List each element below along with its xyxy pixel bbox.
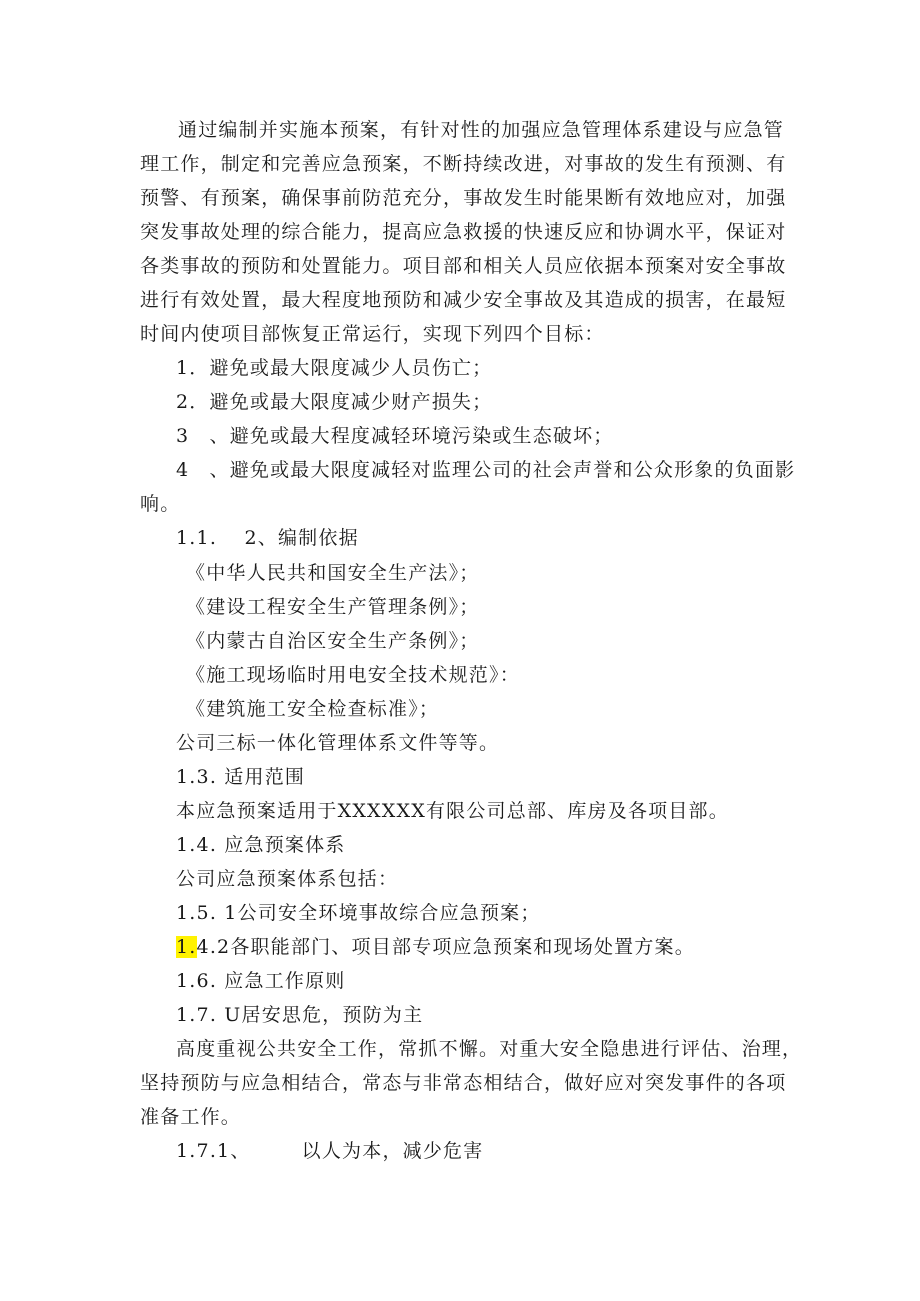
section-heading: 1.5. 1公司安全环境事故综合应急预案； (176, 902, 541, 924)
text-line: 准备工作。 (140, 1106, 242, 1128)
reference-item: 《内蒙古自治区安全生产条例》； (186, 630, 480, 652)
section-heading: 1.1. 2、编制依据 (176, 527, 359, 549)
text-line: 公司应急预案体系包括： (176, 868, 399, 890)
text-line: 坚持预防与应急相结合，常态与非常态相结合，做好应对突发事件的各项 (140, 1072, 787, 1094)
list-item: 2．避免或最大限度减少财产损失； (176, 391, 493, 413)
section-heading (176, 935, 695, 959)
list-item: 3 、避免或最大程度减轻环境污染或生态破坏； (176, 425, 614, 447)
section-heading: 1.3. 适用范围 (176, 766, 306, 788)
highlighted-number: 1. (176, 936, 197, 958)
text-line: 通过编制并实施本预案，有针对性的加强应急管理体系建设与应急管 (178, 119, 785, 141)
text-line: 响。 (140, 493, 181, 515)
text-line: 进行有效处置，最大程度地预防和减少安全事故及其造成的损害，在最短 (140, 289, 787, 311)
text-line: 公司三标一体化管理体系文件等等。 (176, 732, 500, 754)
reference-item: 《施工现场临时用电安全技术规范》： (186, 664, 520, 686)
section-heading: 1.7. U居安思危，预防为主 (176, 1004, 424, 1026)
section-heading: 1.6. 应急工作原则 (176, 970, 346, 992)
reference-item: 《建设工程安全生产管理条例》； (186, 596, 480, 618)
section-heading: 1.4. 应急预案体系 (176, 834, 346, 856)
reference-item: 《建筑施工安全检查标准》； (186, 698, 440, 720)
text-line: 本应急预案适用于XXXXXX有限公司总部、库房及各项目部。 (176, 800, 729, 822)
list-item: 4 、避免或最大限度减轻对监理公司的社会声誉和公众形象的负面影 (176, 459, 796, 481)
section-heading-text: 4.2各职能部门、项目部专项应急预案和现场处置方案。 (196, 936, 695, 958)
text-line: 预警、有预案，确保事前防范充分，事故发生时能果断有效地应对，加强 (140, 187, 787, 209)
section-heading: 1.7.1、 以人为本，减少危害 (176, 1140, 484, 1162)
text-line: 理工作，制定和完善应急预案，不断持续改进，对事故的发生有预测、有 (140, 153, 787, 175)
text-line: 高度重视公共安全工作，常抓不懈。对重大安全隐患进行评估、治理， (176, 1038, 803, 1060)
text-line: 各类事故的预防和处置能力。项目部和相关人员应依据本预案对安全事故 (140, 255, 787, 277)
reference-item: 《中华人民共和国安全生产法》； (186, 562, 480, 584)
text-line: 突发事故处理的综合能力，提高应急救援的快速反应和协调水平，保证对 (140, 221, 787, 243)
list-item: 1．避免或最大限度减少人员伤亡； (176, 357, 493, 379)
text-line: 时间内使项目部恢复正常运行，实现下列四个目标： (140, 323, 605, 345)
